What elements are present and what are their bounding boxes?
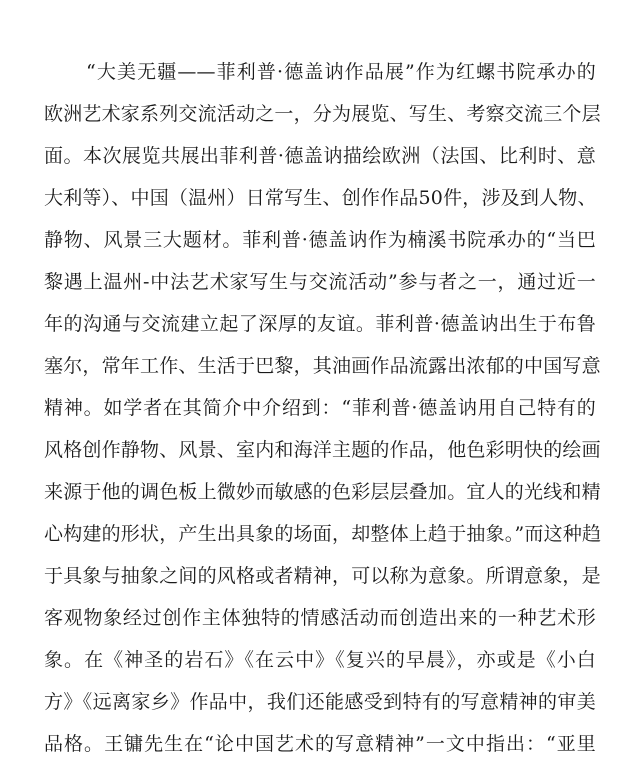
paragraph-line-17: 品格。王镛先生在“论中国艺术的写意精神”一文中指出：“亚里 <box>44 733 596 755</box>
paragraph-line-8: 塞尔，常年工作、生活于巴黎，其油画作品流露出浓郁的中国写意 <box>44 355 601 377</box>
paragraph-line-2: 欧洲艺术家系列交流活动之一，分为展览、写生、考察交流三个层 <box>44 103 601 125</box>
paragraph-line-9: 精神。如学者在其简介中介绍到：“菲利普·德盖讷用自己特有的 <box>44 397 596 419</box>
paragraph-line-4: 大利等）、中国（温州）日常写生、创作作品50件，涉及到人物、 <box>44 187 597 209</box>
paragraph-line-6: 黎遇上温州-中法艺术家写生与交流活动”参与者之一，通过近一 <box>44 271 596 293</box>
paragraph-line-10: 风格创作静物、风景、室内和海洋主题的作品，他色彩明快的绘画 <box>44 439 601 461</box>
paragraph-line-14: 客观物象经过创作主体独特的情感活动而创造出来的一种艺术形 <box>44 607 596 629</box>
paragraph-line-5: 静物、风景三大题材。菲利普·德盖讷作为楠溪书院承办的“当巴 <box>44 229 596 251</box>
paragraph-line-16: 方》《远离家乡》作品中，我们还能感受到特有的写意精神的审美 <box>44 691 596 713</box>
paragraph-line-12: 心构建的形状，产生出具象的场面，却整体上趋于抽象。”而这种趋 <box>44 523 602 545</box>
paragraph-line-11: 来源于他的调色板上微妙而敏感的色彩层层叠加。宜人的光线和精 <box>44 481 601 503</box>
paragraph-line-15: 象。在《神圣的岩石》《在云中》《复兴的早晨》，亦或是《小白 <box>44 649 596 671</box>
paragraph-line-13: 于具象与抽象之间的风格或者精神，可以称为意象。所谓意象，是 <box>44 565 601 587</box>
paragraph-line-7: 年的沟通与交流建立起了深厚的友谊。菲利普·德盖讷出生于布鲁 <box>44 313 596 335</box>
paragraph-line-3: 面。本次展览共展出菲利普·德盖讷描绘欧洲（法国、比利时、意 <box>44 145 596 167</box>
paragraph-line-1: “大美无疆——菲利普·德盖讷作品展”作为红螺书院承办的 <box>86 61 596 83</box>
